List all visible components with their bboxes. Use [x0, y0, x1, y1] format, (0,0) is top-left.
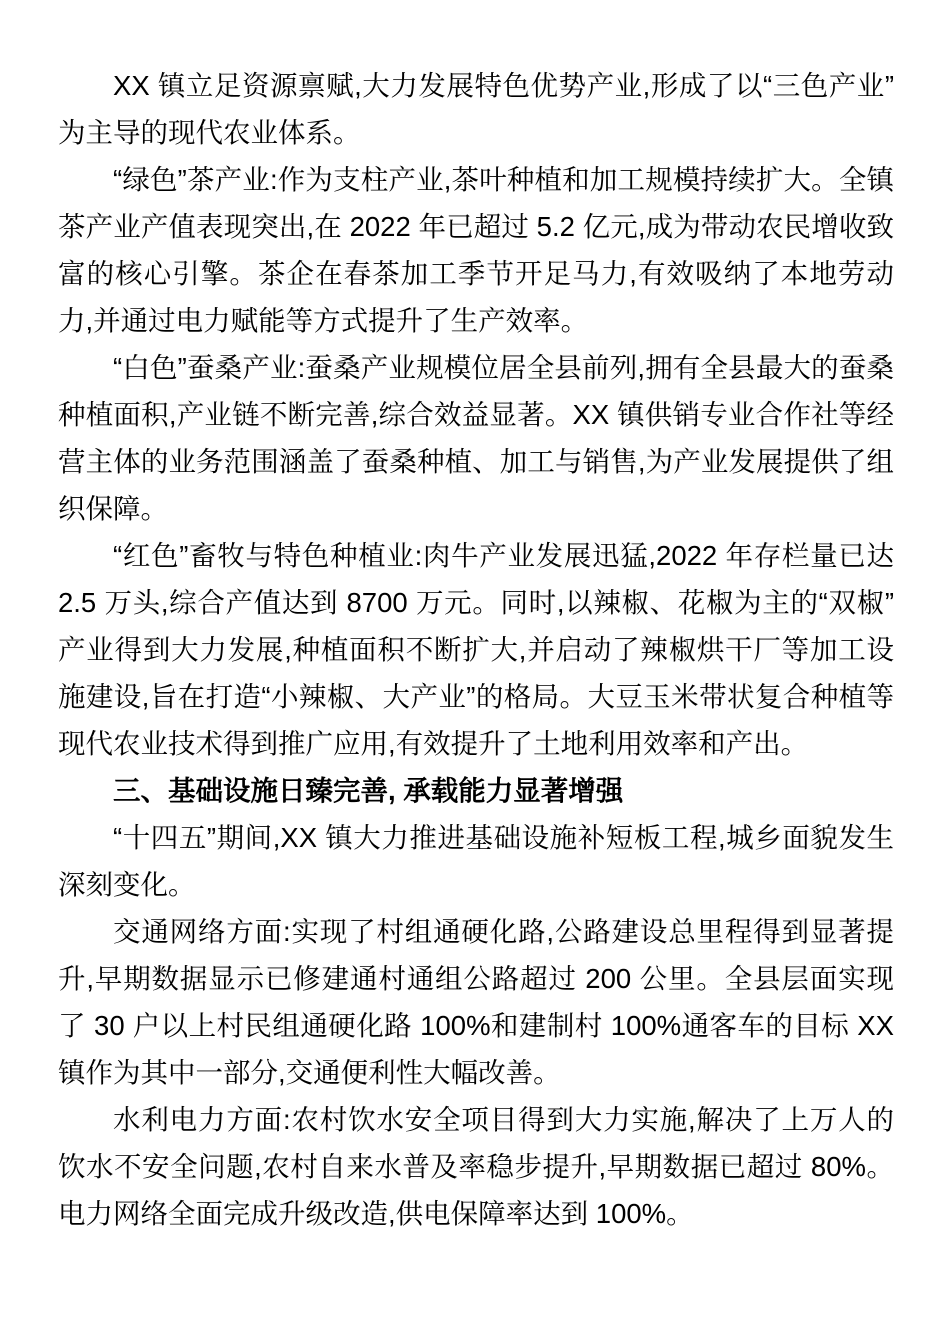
- paragraph-three-color-industry: XX 镇立足资源禀赋,大力发展特色优势产业,形成了以“三色产业”为主导的现代农业体系。: [58, 70, 894, 148]
- document-body: [58, 62, 894, 1237]
- paragraph-red-livestock-industry: “红色”畜牧与特色种植业:肉牛产业发展迅猛,2022 年存栏量已达 2.5 万头,综合产值达到 8700 万元。同时,以辣椒、花椒为主的“双椒”产业得到大力发展,种植面积不断扩大,并启动了辣椒烘干厂等加工设施建设,旨在打造“小辣椒、大产业”的格局。大豆玉米带状复合种植等现代农业技术得到推广应用,有效提升了土地利用效率和产出。: [58, 540, 894, 759]
- paragraph-water-and-power: 水利电力方面:农村饮水安全项目得到大力实施,解决了上万人的饮水不安全问题,农村自来水普及率稳步提升,早期数据已超过 80%。电力网络全面完成升级改造,供电保障率达到 100%。: [58, 1104, 894, 1229]
- paragraph-white-sericulture-industry: “白色”蚕桑产业:蚕桑产业规模位居全县前列,拥有全县最大的蚕桑种植面积,产业链不断完善,综合效益显著。XX 镇供销专业合作社等经营主体的业务范围涵盖了蚕桑种植、加工与销售,为产业发展提供了组织保障。: [58, 352, 894, 524]
- paragraph-green-tea-industry: “绿色”茶产业:作为支柱产业,茶叶种植和加工规模持续扩大。全镇茶产业产值表现突出,在 2022 年已超过 5.2 亿元,成为带动农民增收致富的核心引擎。茶企在春茶加工季节开足马力,有效吸纳了本地劳动力,并通过电力赋能等方式提升了生产效率。: [58, 164, 894, 336]
- section-heading-infrastructure: 三、基础设施日臻完善, 承载能力显著增强: [113, 775, 624, 806]
- paragraph-transport-network: 交通网络方面:实现了村组通硬化路,公路建设总里程得到显著提升,早期数据显示已修建通村通组公路超过 200 公里。全县层面实现了 30 户以上村民组通硬化路 100%和建制村 100%通客车的目标 XX 镇作为其中一部分,交通便利性大幅改善。: [58, 916, 894, 1088]
- paragraph-14th-five-year-plan: “十四五”期间,XX 镇大力推进基础设施补短板工程,城乡面貌发生深刻变化。: [58, 822, 894, 900]
